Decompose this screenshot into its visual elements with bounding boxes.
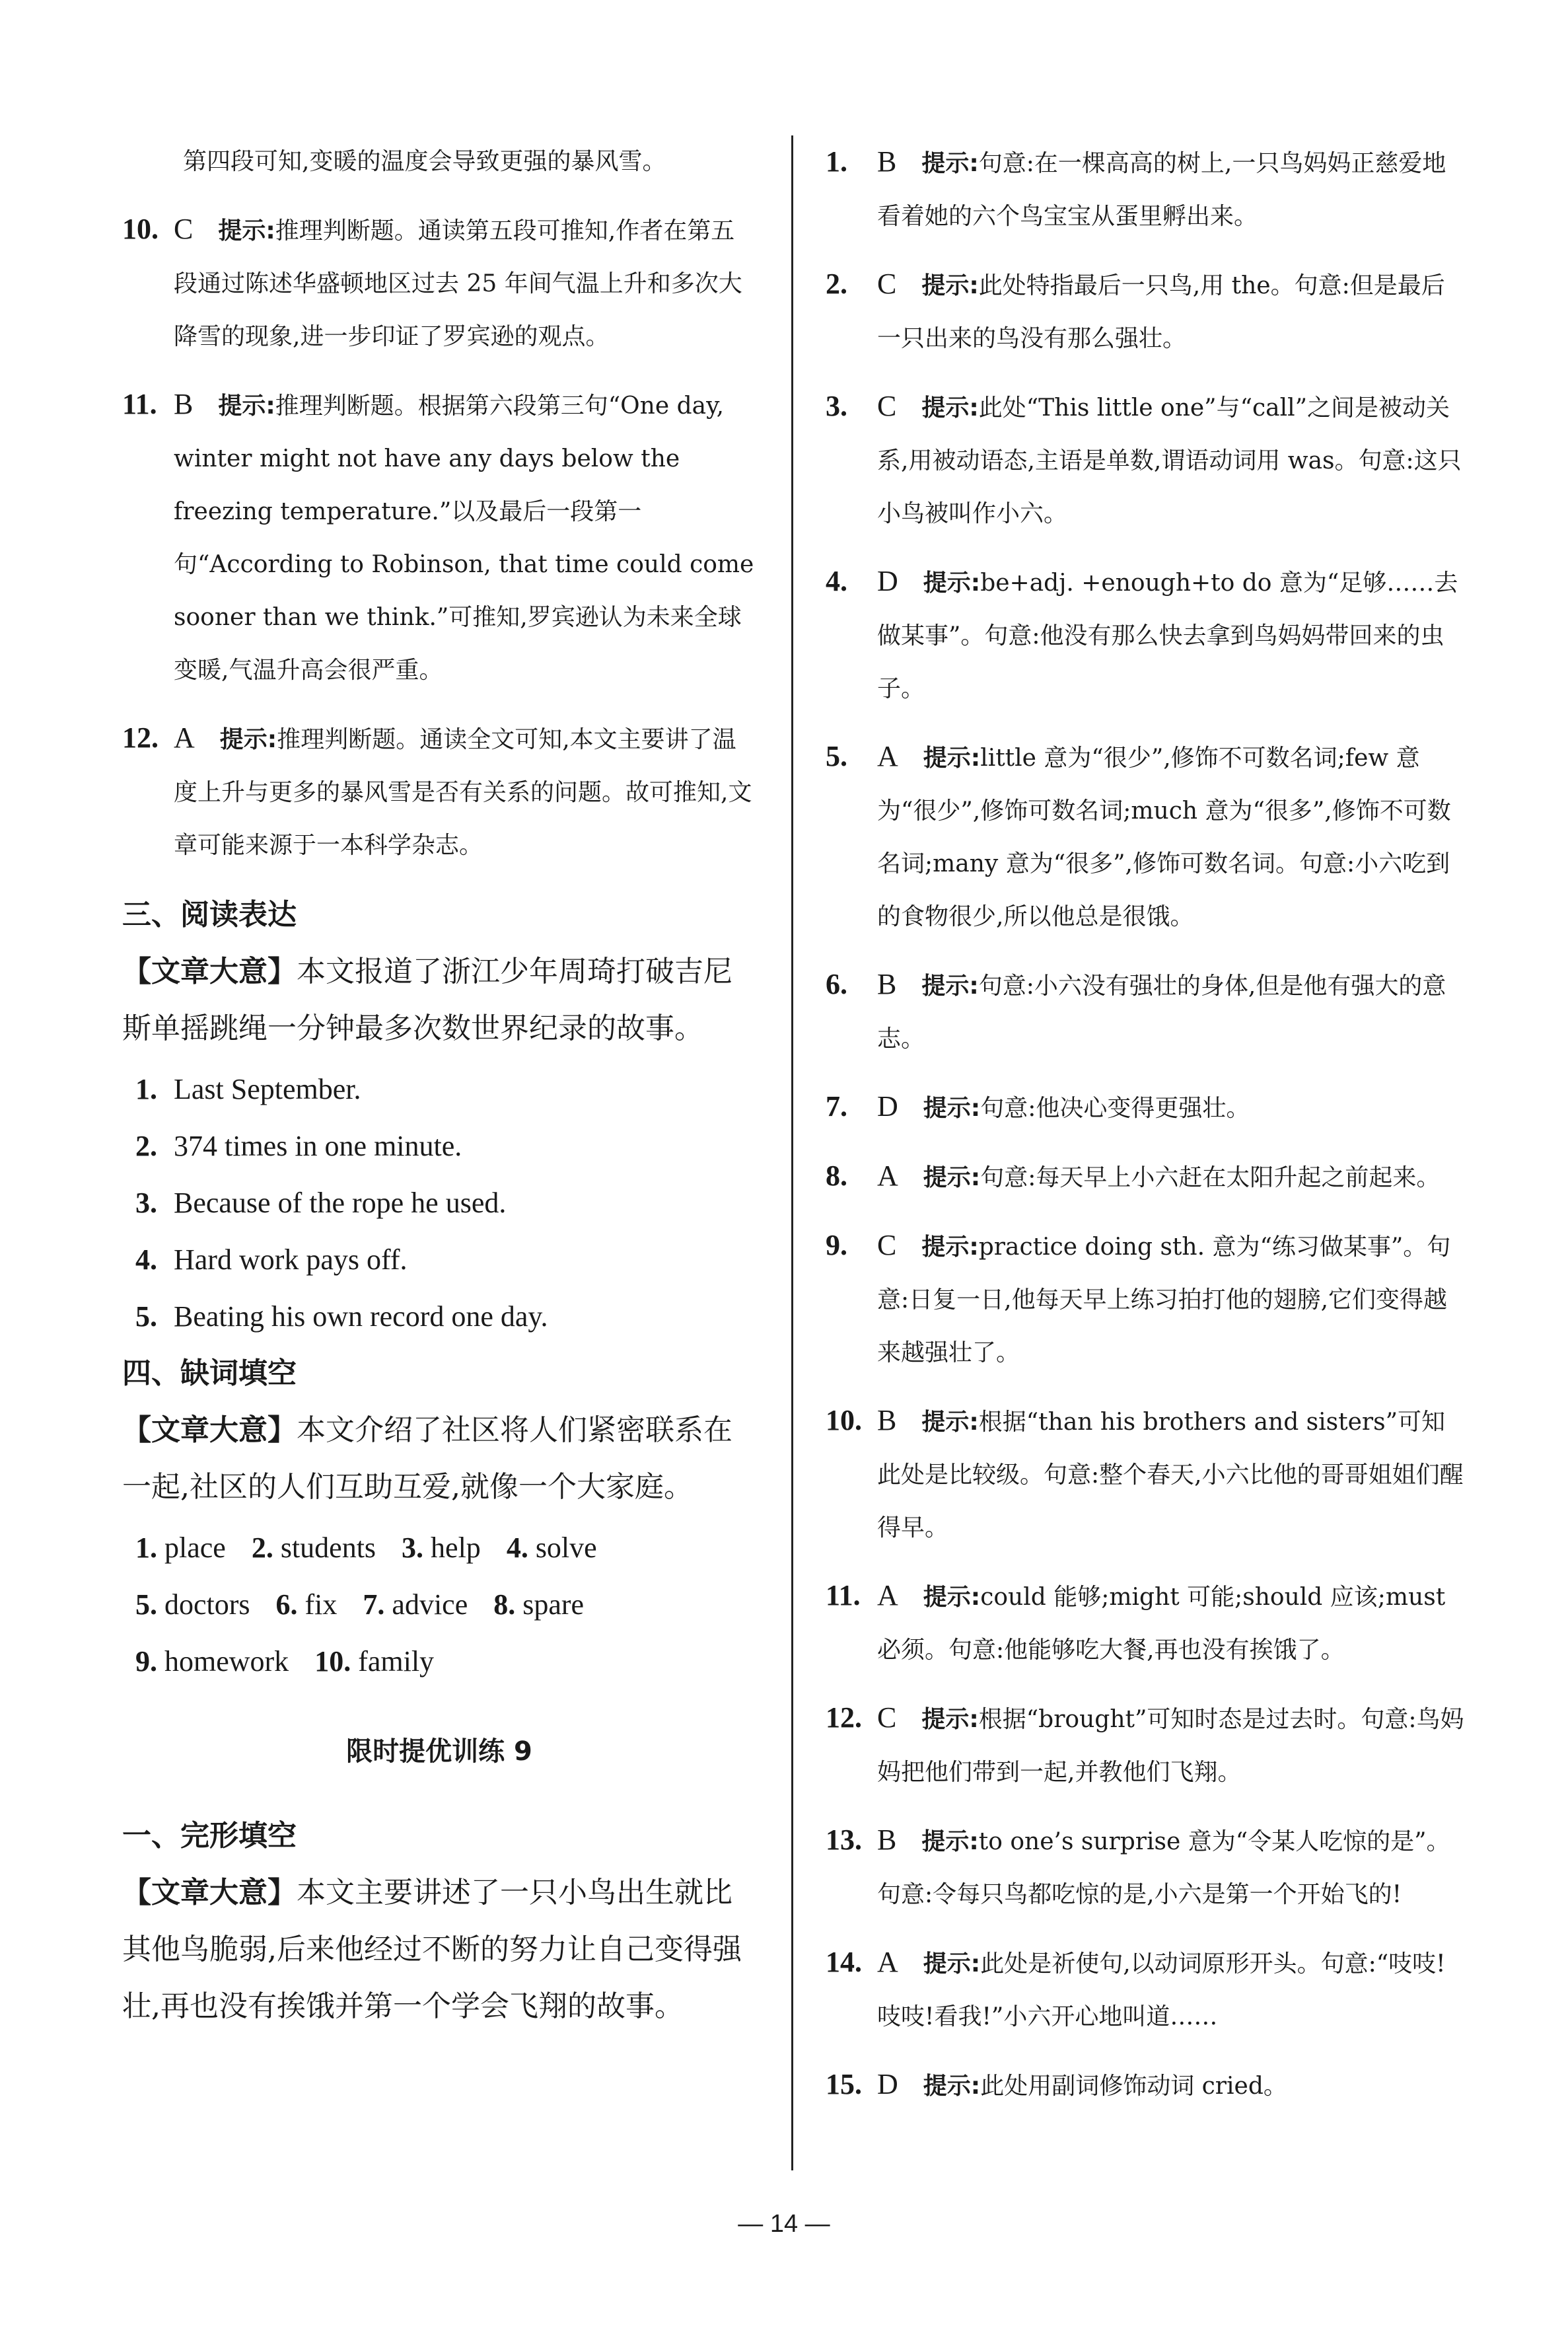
hint-label: 提示: [923,2073,981,2100]
hint-text: be+adj. +enough+to do 意为“足够……去做某事”。句意:他没有那么快去拿到鸟妈妈带回来的虫子。 [877,570,1458,702]
item-number: 12. [122,721,159,754]
answer-text: Hard work pays off. [174,1243,408,1276]
answer-number: 2. [135,1130,157,1162]
hint-label: 提示: [219,726,277,753]
hint-text: 此处“This little one”与“call”之间是被动关系,用被动语态,主语是单数,谓语动词用 was。句意:这只小鸟被叫作小六。 [877,394,1462,527]
hint-text: 推理判断题。通读全文可知,本文主要讲了温度上升与更多的暴风雪是否有关系的问题。故可推知,文章可能来源于一本科学杂志。 [174,726,752,859]
hint-text: 此处特指最后一只鸟,用 the。句意:但是最后一只出来的鸟没有那么强壮。 [877,272,1445,352]
answer-item-14 [826,1936,1466,2044]
item-body [174,378,756,697]
hint-label: 提示: [921,272,979,299]
answer-item-5 [826,730,1466,943]
answer-item-2 [826,258,1466,365]
item-body [877,1691,1466,1799]
hint-text: little 意为“很少”,修饰不可数名词;few 意为“很少”,修饰可数名词;much 意为“很多”,修饰不可数名词;many 意为“很多”,修饰可数名词。句意:小六吃到的食物很少,所以他总是很饿。 [877,745,1451,930]
section-heading-word-fill: 四、缺词填空 [122,1356,297,1390]
answer-letter: B [877,1824,897,1856]
answer-letter: C [174,213,194,245]
section-heading-reading-expression: 三、阅读表达 [122,898,297,932]
answer-letter: A [877,1579,898,1611]
word-answer [493,1576,584,1633]
answer-letter: B [877,968,897,1000]
item-number: 1. [826,145,847,178]
hint-text: 此处用副词修饰动词 cried。 [980,2073,1287,2100]
item-number: 5. [826,740,847,772]
hint-text: 根据“than his brothers and sisters”可知此处是比较级。句意:整个春天,小六比他的哥哥姐姐们醒得早。 [877,1409,1464,1541]
item-number: 2. [826,268,847,300]
hint-text: 推理判断题。根据第六段第三句“One day, winter might not have any days below the freezing temperature.”以及最后一段第一句“According to Robinson, that time could come sooner than we think.”可推知,罗宾逊认为未来全球变暖,气温升高会很严重。 [174,392,754,684]
answer-number: 5. [135,1300,157,1333]
answer-letter: C [877,1701,897,1734]
item-body [877,1814,1466,1921]
answer-word: students [280,1532,376,1564]
answer-letter: A [877,1160,898,1192]
right-column [826,135,1466,2127]
hint-label: 提示: [921,973,979,1000]
item-number: 7. [826,1090,847,1123]
item-number: 9. [826,1229,847,1261]
answer-letter: A [877,740,898,772]
column-divider [791,135,793,2170]
hint-label: 提示: [923,1095,981,1122]
word-answer-row [122,1520,756,1576]
hint-label: 提示: [921,394,979,422]
answer-item-12 [826,1691,1466,1799]
item-body [877,380,1466,540]
item-number: 8. [826,1160,847,1192]
item-body [877,135,1466,243]
answer-word: spare [522,1588,585,1621]
answer-letter: D [877,1090,898,1123]
answer-letter: B [174,388,194,420]
item-body [877,258,1466,365]
answer-number: 6. [275,1588,298,1621]
word-answer [402,1520,481,1576]
left-column [122,135,756,2039]
answer-number: 2. [251,1532,273,1564]
hint-label: 提示: [923,1164,981,1191]
answer-item-11 [826,1569,1466,1677]
summary-tag: 【文章大意】 [122,1876,297,1909]
answer-number: 8. [493,1588,516,1621]
hint-text: practice doing sth. 意为“练习做某事”。句意:日复一日,他每天早上练习拍打他的翅膀,它们变得越来越强壮了。 [877,1234,1451,1366]
section-heading-cloze: 一、完形填空 [122,1819,297,1853]
item-number: 6. [826,968,847,1000]
word-answer [252,1520,376,1576]
answer-letter: C [877,268,897,300]
item-body [877,2058,1466,2113]
word-answer [135,1576,250,1633]
article-summary [122,943,756,1057]
hint-text: 句意:他决心变得更强壮。 [980,1095,1250,1122]
item-body [877,1569,1466,1677]
item-body [877,730,1466,943]
answer-letter: B [877,1404,897,1436]
answer-letter: D [877,2068,898,2100]
item-number: 14. [826,1946,862,1978]
answer-word: doctors [164,1588,250,1621]
answer-number: 4. [135,1243,157,1276]
hint-label: 提示: [218,217,275,244]
answer-number: 3. [402,1532,424,1564]
item-body [877,1080,1466,1135]
summary-tag: 【文章大意】 [122,955,297,988]
hint-text: 根据“brought”可知时态是过去时。句意:鸟妈妈把他们带到一起,并教他们飞翔。 [877,1706,1464,1786]
item-number: 12. [826,1701,862,1734]
answer-word: family [358,1645,435,1678]
word-answer [314,1633,434,1690]
item-number: 10. [122,213,159,245]
word-answer [135,1633,289,1690]
short-answer [122,1175,756,1232]
answer-item-11 [122,378,756,697]
hint-text: 句意:小六没有强壮的身体,但是他有强大的意志。 [877,973,1446,1052]
item-number: 13. [826,1824,862,1856]
hint-text: 推理判断题。通读第五段可推知,作者在第五段通过陈述华盛顿地区过去 25 年间气温上升和多次大降雪的现象,进一步印证了罗宾逊的观点。 [174,217,742,350]
answer-item-7 [826,1080,1466,1135]
hint-label: 提示: [921,1234,979,1261]
answer-item-3 [826,380,1466,540]
hint-text: could 能够;might 可能;should 应该;must 必须。句意:他能够吃大餐,再也没有挨饿了。 [877,1584,1446,1664]
word-answer [507,1520,597,1576]
answer-letter: C [877,1229,897,1261]
answer-letter: B [877,145,897,178]
answer-word: solve [535,1532,597,1564]
short-answer [122,1232,756,1288]
word-answer [276,1576,338,1633]
article-summary [122,1402,756,1516]
word-answer-row [122,1633,756,1690]
answer-number: 7. [363,1588,385,1621]
item-number: 3. [826,390,847,422]
hint-label: 提示: [921,1706,979,1733]
answer-text: Beating his own record one day. [174,1300,548,1333]
item-body [174,712,756,872]
item-number: 10. [826,1404,862,1436]
item-number: 4. [826,565,847,597]
answer-letter: C [877,390,897,422]
word-answer [135,1520,226,1576]
word-answer [363,1576,468,1633]
answer-number: 9. [135,1645,157,1678]
answer-number: 1. [135,1532,157,1564]
answer-item-9 [826,1219,1466,1380]
summary-text: 本文主要讲述了一只小鸟出生就比其他鸟脆弱,后来他经过不断的努力让自己变得强壮,再也没有挨饿并第一个学会飞翔的故事。 [122,1876,742,2023]
summary-tag: 【文章大意】 [122,1413,297,1447]
answer-item-15 [826,2058,1466,2113]
short-answer [122,1061,756,1118]
item-body [877,1394,1466,1555]
answer-text: Last September. [174,1073,361,1105]
summary-text: 本文报道了浙江少年周琦打破吉尼斯单摇跳绳一分钟最多次数世界纪录的故事。 [122,955,732,1045]
hint-label: 提示: [218,392,275,420]
answer-item-12 [122,712,756,872]
answer-word: help [431,1532,481,1564]
item-body [877,958,1466,1066]
hint-text: 此处是祈使句,以动词原形开头。句意:“吱吱!吱吱!看我!”小六开心地叫道…… [877,1950,1446,2030]
page-number: — 14 — [738,2210,830,2238]
answer-item-8 [826,1150,1466,1204]
answer-letter: A [174,721,195,754]
answer-number: 4. [506,1532,528,1564]
item-number: 15. [826,2068,862,2100]
hint-label: 提示: [923,745,981,772]
article-summary [122,1864,756,2035]
answer-item-10 [122,203,756,363]
short-answer [122,1118,756,1175]
item-body [877,1219,1466,1380]
short-answer [122,1288,756,1345]
answer-letter: D [877,565,898,597]
answer-text: 374 times in one minute. [174,1130,462,1162]
answer-word: place [164,1532,226,1564]
hint-label: 提示: [921,1828,979,1855]
answer-number: 1. [135,1073,157,1105]
hint-label: 提示: [921,1409,979,1436]
training-title: 限时提优训练 9 [346,1736,532,1767]
word-answer-row [122,1576,756,1633]
answer-text: Because of the rope he used. [174,1187,507,1219]
hint-text: to one’s surprise 意为“令某人吃惊的是”。句意:令每只鸟都吃惊的是,小六是第一个开始飞的! [877,1828,1450,1908]
item-body [877,1936,1466,2044]
item-body [174,203,756,363]
answer-item-13 [826,1814,1466,1921]
hint-label: 提示: [923,1950,981,1977]
answer-item-6 [826,958,1466,1066]
answer-item-4 [826,555,1466,716]
answer-number: 5. [135,1588,157,1621]
hint-label: 提示: [921,150,979,177]
answer-item-1 [826,135,1466,243]
item-body [877,555,1466,716]
item-body [877,1150,1466,1204]
answer-word: homework [164,1645,289,1678]
hint-text: 句意:在一棵高高的树上,一只鸟妈妈正慈爱地看着她的六个鸟宝宝从蛋里孵出来。 [877,150,1446,230]
answer-number: 10. [314,1645,351,1678]
summary-text: 本文介绍了社区将人们紧密联系在一起,社区的人们互助互爱,就像一个大家庭。 [122,1413,732,1504]
hint-label: 提示: [923,570,981,597]
continued-text: 第四段可知,变暖的温度会导致更强的暴风雪。 [183,148,666,175]
answer-word: advice [392,1588,468,1621]
answer-item-10 [826,1394,1466,1555]
answer-word: fix [304,1588,338,1621]
hint-label: 提示: [923,1584,981,1611]
item-number: 11. [122,388,157,420]
answer-letter: A [877,1946,898,1978]
hint-text: 句意:每天早上小六赶在太阳升起之前起来。 [980,1164,1441,1191]
item-number: 11. [826,1579,861,1611]
answer-number: 3. [135,1187,157,1219]
